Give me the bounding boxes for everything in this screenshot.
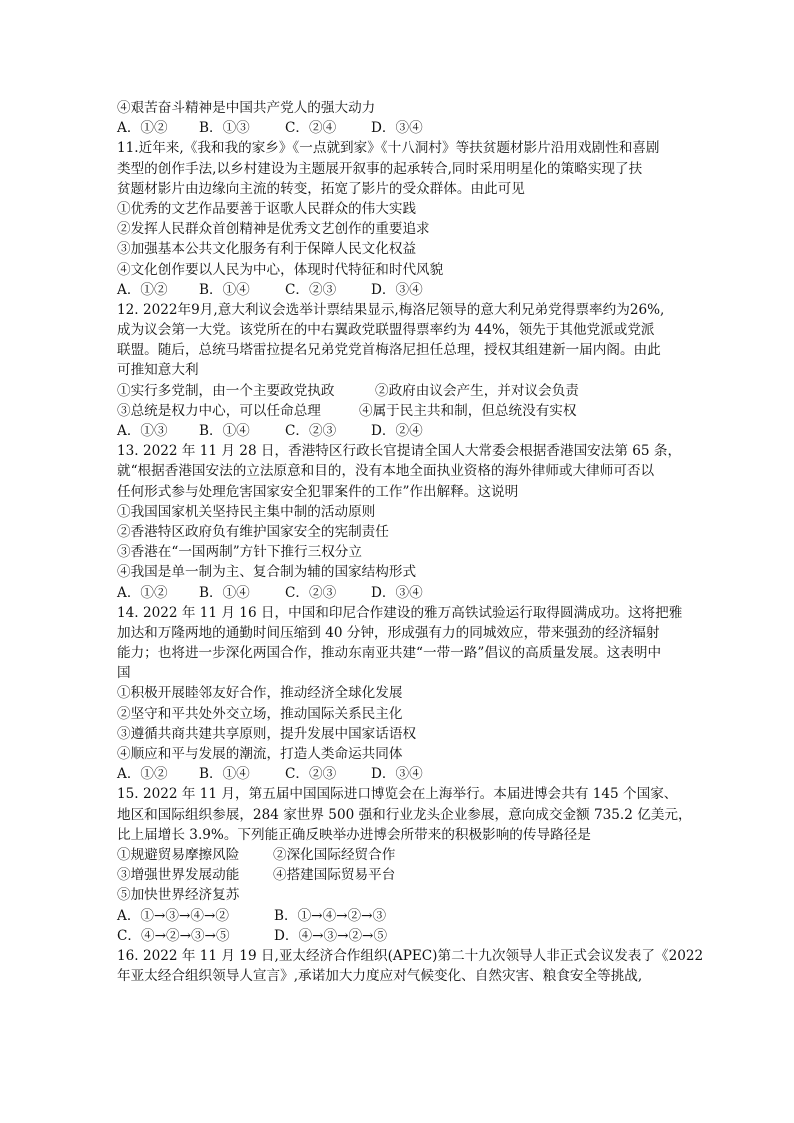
q12-item-2: ②政府由议会产生，并对议会负责 (375, 382, 579, 399)
q15-item-5: ⑤加快世界经济复苏 (117, 887, 240, 904)
q13-option-d: D．③④ (371, 584, 423, 601)
q13-options (117, 583, 677, 603)
q14-options (117, 764, 677, 784)
q12-option-c: C．②③ (285, 423, 337, 439)
q13-stem-line: 就“根据香港国安法的立法原意和目的，没有本地全面执业资格的海外律师或大律师可否以 (117, 463, 655, 480)
q12-option-b: B．①④ (199, 423, 250, 439)
q15-stem-line: 15. 2022 年 11 月，第五届中国国际进口博览会在上海举行。本届进博会共有 145 个国家、 (117, 786, 678, 803)
q12-option-d: D．②④ (371, 423, 423, 439)
q15-options-row-2 (117, 926, 677, 946)
q15-item-3: ③增强世界发展动能 (117, 867, 240, 884)
exam-page (117, 98, 704, 986)
q15-option-c: C．④→②→③→⑤ (117, 927, 230, 944)
q15-item-1: ①规避贸易摩擦风险 (117, 846, 240, 863)
q14-option-a: A．①② (117, 766, 168, 783)
q13-option-b: B．①④ (199, 584, 250, 601)
q13-item-4: ④我国是单一制为主、复合制为辅的国家结构形式 (117, 564, 417, 581)
q14-stem-line: 国 (117, 665, 131, 682)
q11-option-b: B．①④ (199, 281, 250, 298)
q12-item-1: ①实行多党制，由一个主要政党执政 (117, 382, 335, 399)
q12-items-row-2 (117, 401, 677, 421)
q15-stem-line: 地区和国际组织参展，284 家世界 500 强和行业龙头企业参展，意向成交金额 735.2 亿美元， (117, 806, 692, 823)
q11-options (117, 280, 677, 300)
q13-item-2: ②香港特区政府负有维护国家安全的宪制责任 (117, 523, 389, 540)
q14-option-d: D．③④ (371, 766, 423, 783)
q14-item-4: ④顺应和平与发展的潮流，打造人类命运共同体 (117, 746, 403, 762)
q15-items-row-2 (117, 865, 677, 885)
q15-option-d: D．④→③→②→⑤ (274, 927, 388, 944)
q15-item-4: ④搭建国际贸易平台 (273, 867, 396, 884)
q14-stem-line: 能力；也将进一步深化两国合作，推动东南亚共建“一带一路”倡议的高质量发展。这表明中 (117, 645, 662, 662)
q15-option-a: A．①→③→④→② (117, 907, 229, 924)
q13-stem-line: 13. 2022 年 11 月 28 日，香港特区行政长官提请全国人大常委会根据香港国安法第 65 条， (117, 443, 682, 460)
q12-stem-line: 成为议会第一大党。该党所在的中右翼政党联盟得票率约为 44%，领先于其他党派或党派 (117, 322, 655, 339)
q16-stem-line: 年亚太经合组织领导人宣言》,承诺加大力度应对气候变化、自然灾害、粮食安全等挑战, (117, 968, 643, 985)
q15-items-row-1 (117, 845, 677, 865)
q15-stem-line: 比上届增长 3.9%。下列能正确反映举办进博会所带来的积极影响的传导路径是 (117, 826, 591, 843)
q13-stem-line: 任何形式参与处理危害国家安全犯罪案件的工作”作出解释。这说明 (117, 483, 519, 500)
q14-option-b: B．①④ (199, 766, 250, 783)
q13-option-a: A．①② (117, 584, 168, 601)
q10-item-4: ④艰苦奋斗精神是中国共产党人的强大动力 (117, 100, 376, 116)
q11-item-4: ④文化创作要以人民为中心，体现时代特征和时代风貌 (117, 261, 444, 278)
q12-stem-line: 联盟。随后，总统马塔雷拉提名兄弟党党首梅洛尼担任总理，授权其组建新一届内阁。由此 (117, 342, 661, 359)
q10-option-d: D．③④ (371, 120, 423, 137)
q11-stem-line: 类型的创作手法,以乡村建设为主题展开叙事的起承转合,同时采用明星化的策略实现了扶 (117, 160, 643, 177)
q11-option-d: D．③④ (371, 281, 423, 298)
q11-item-3: ③加强基本公共文化服务有利于保障人民文化权益 (117, 241, 417, 258)
q14-stem-line: 加达和万隆两地的通勤时间压缩到 40 分钟，形成强有力的同城效应，带来强劲的经济辐射 (117, 624, 660, 641)
q13-item-1: ①我国国家机关坚持民主集中制的活动原则 (117, 503, 376, 520)
q10-option-b: B．①③ (199, 120, 250, 137)
q15-item-2: ②深化国际经贸合作 (273, 846, 396, 863)
q14-item-1: ①积极开展睦邻友好合作，推动经济全球化发展 (117, 685, 403, 702)
q11-item-1: ①优秀的文艺作品要善于讴歌人民群众的伟大实践 (117, 200, 417, 217)
q10-options (117, 118, 677, 138)
q13-option-c: C．②③ (285, 584, 337, 601)
q14-item-2: ②坚守和平共处外交立场，推动国际关系民主化 (117, 705, 403, 722)
q10-option-a: A．①② (117, 120, 168, 137)
q12-stem-line: 可推知意大利 (117, 362, 199, 379)
q12-options (117, 421, 677, 441)
q11-stem-line: 11.近年来,《我和我的家乡》《一点就到家》《十八洞村》等扶贫题材影片沿用戏剧性和喜剧 (117, 140, 660, 157)
q11-option-c: C．②③ (285, 281, 337, 298)
q15-options-row-1 (117, 906, 677, 926)
q13-item-3: ③香港在“一国两制”方针下推行三权分立 (117, 544, 362, 561)
q11-option-a: A．①② (117, 281, 168, 298)
q16-stem-line: 16. 2022 年 11 月 19 日,亚太经济合作组织(APEC)第二十九次领导人非正式会议发表了《2022 (117, 947, 704, 964)
q12-item-3: ③总统是权力中心，可以任命总理 (117, 402, 321, 419)
q14-stem-line: 14. 2022 年 11 月 16 日，中国和印尼合作建设的雅万高铁试验运行取得圆满成功。这将把雅 (117, 604, 683, 621)
q10-option-c: C．②④ (285, 120, 337, 137)
q14-item-3: ③遵循共商共建共享原则，提升发展中国家话语权 (117, 725, 417, 742)
q12-item-4: ④属于民主共和制，但总统没有实权 (359, 402, 577, 419)
q12-stem-line: 12. 2022年9月,意大利议会选举计票结果显示,梅洛尼领导的意大利兄弟党得票率约为26%, (117, 301, 665, 318)
q12-option-a: A．①③ (117, 423, 168, 439)
q11-stem-line: 贫题材影片由边缘向主流的转变，拓宽了影片的受众群体。由此可见 (117, 180, 525, 197)
q14-option-c: C．②③ (285, 766, 337, 783)
q12-items-row-1 (117, 381, 677, 401)
q11-item-2: ②发挥人民群众首创精神是优秀文艺创作的重要追求 (117, 221, 430, 238)
q15-option-b: B．①→④→②→③ (274, 907, 387, 924)
